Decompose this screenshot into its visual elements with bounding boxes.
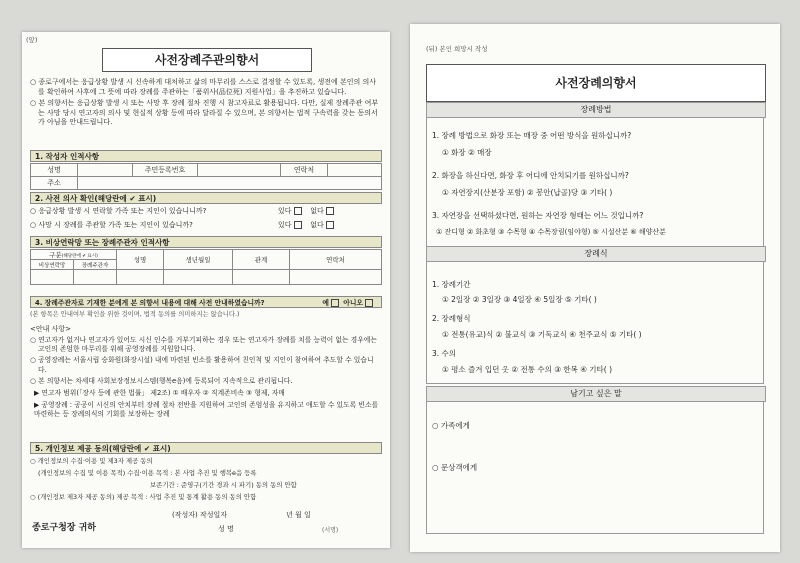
- q-period-options[interactable]: ① 2일장 ② 3일장 ③ 4일장 ④ 5일장 ⑤ 기타( ): [442, 295, 597, 304]
- back-title: 사전장례의향서: [426, 64, 766, 102]
- row1-host-check[interactable]: [74, 270, 117, 285]
- sec2-q2-text: ○ 사망 시 장례를 주관할 가족 또는 지인이 있습니까?: [30, 221, 193, 229]
- intro-paragraph-2: ○ 본 의향서는 응급상황 발생 시 또는 사망 후 장례 절차 진행 시 참고자료로 활용됩니다. 다만, 실제 장례주관 여부는 사망 당시 연고자의 의사 및 현실적 상황 등에 따라 달라질 수 있으며, 본 의향서는 법적 구속력을 갖는 동의서가 아님을 안내드립니다.: [30, 99, 379, 127]
- col-contact: 연락처: [290, 250, 382, 270]
- sec4-yes-checkbox[interactable]: [331, 299, 339, 307]
- header-last-words: 남기고 싶은 말: [426, 386, 766, 402]
- consent-line-1: ○ 개인정보의 수집·이용 및 제3자 제공 동의: [30, 457, 153, 465]
- field-rrn[interactable]: [198, 164, 281, 177]
- message-to-family[interactable]: ○ 가족에게: [432, 421, 470, 430]
- footer-signature[interactable]: (서명): [322, 527, 339, 534]
- sec2-q1-no-label: 없다: [310, 207, 324, 215]
- col-emergency: 비상연락망: [31, 260, 74, 270]
- form-back-page: [410, 24, 780, 552]
- sec2-question-2: [30, 220, 382, 230]
- row1-birth[interactable]: [164, 270, 233, 285]
- q-form: 2. 장례형식: [432, 314, 471, 323]
- front-title: 사전장례주관의향서: [102, 48, 312, 72]
- guide-title: <안내 사항>: [30, 325, 72, 333]
- applicant-info-table: [30, 163, 382, 190]
- guide-item-3: ○ 본 의향서는 차세대 사회보장정보시스템(행복e음)에 등록되어 지속적으로 관리됩니다.: [30, 376, 293, 385]
- sec2-q1-no-checkbox[interactable]: [326, 207, 334, 215]
- form-front-page: [22, 32, 390, 548]
- label-address: 주소: [31, 177, 78, 190]
- q-period: 1. 장례기간: [432, 280, 471, 289]
- section-5-header: 5. 개인정보 제공 동의(해당란에 ✔ 표시): [30, 442, 382, 454]
- contact-person-table: [30, 249, 382, 285]
- footer-name-label: 성 명: [218, 525, 234, 533]
- row1-emergency-check[interactable]: [31, 270, 74, 285]
- funeral-method-frame: [426, 102, 764, 262]
- col-host: 장례주관자: [74, 260, 117, 270]
- front-corner-label: (앞): [26, 36, 38, 44]
- consent-line-2: (개인정보의 수집 및 이용 목적) 수집·이용 목적 : 본 사업 추진 및 행복e음 등록: [38, 469, 257, 477]
- col-type: 구분(해당란에 ✔ 표시): [31, 250, 117, 260]
- intro-text: [30, 78, 382, 130]
- q-shroud-options[interactable]: ① 평소 즐겨 입던 옷 ② 전통 수의 ③ 한복 ④ 기타( ): [442, 365, 613, 374]
- sec2-q2-no-checkbox[interactable]: [326, 221, 334, 229]
- guide-item-1: ○ 연고자가 없거나 연고자가 있어도 시신 인수를 거부기피하는 경우 또는 연고자가 장례를 치를 능력이 없는 경우에는 고인의 존엄한 마무리를 위해 공영장례를 지원합니다.: [30, 336, 377, 354]
- sec2-q2-yes-checkbox[interactable]: [294, 221, 302, 229]
- q-method-options[interactable]: ① 화장 ② 매장: [442, 148, 492, 157]
- consent-line-4: ○ (개인정보 제3자 제공 동의) 제공 목적 : 사업 추진 및 통계 활용 동의 동의 안함: [30, 493, 257, 501]
- field-contact[interactable]: [328, 164, 382, 177]
- field-address[interactable]: [78, 177, 382, 190]
- col-relation: 관계: [233, 250, 290, 270]
- q-shroud: 3. 수의: [432, 349, 457, 358]
- sec2-q1-yes-checkbox[interactable]: [294, 207, 302, 215]
- consent-block: [30, 456, 382, 504]
- label-contact: 연락처: [281, 164, 328, 177]
- message-to-mourners[interactable]: ○ 문상객에게: [432, 463, 478, 472]
- row1-relation[interactable]: [233, 270, 290, 285]
- consent-line-3: 보존기간 : 준영구(기간 경과 시 파기) 동의 동의 안함: [150, 481, 297, 489]
- q-enshrine-options[interactable]: ① 자연장지(산분장 포함) ② 봉안(납골)당 ③ 기타( ): [442, 188, 613, 197]
- sec4-note: (본 항목은 안내여부 확인을 위한 것이며, 법적 동의를 의미하지는 않습니다.): [30, 311, 240, 318]
- section-4-header: [30, 296, 382, 308]
- col-birth: 생년월일: [164, 250, 233, 270]
- sec2-q1-text: ○ 응급상황 발생 시 연락할 가족 또는 지인이 있습니니까?: [30, 207, 207, 215]
- q-natural-burial-options[interactable]: ① 잔디형 ② 화초형 ③ 수목형 ④ 수목장림(임야형) ⑤ 시설산분 ⑥ 해양산분: [436, 228, 666, 236]
- col-name: 성명: [117, 250, 164, 270]
- back-corner-label: (뒤) 본인 희망시 작성: [426, 45, 488, 53]
- guide-bullet-2: ▶ 공영장례 : 공공이 시신의 안치부터 장례 절차 전반을 지원하여 고인의 존엄성을 유지하고 애도할 수 있도록 빈소를 마련하는 등 장례의식의 기회를 보장하는 장례: [34, 401, 379, 419]
- sec4-no-checkbox[interactable]: [365, 299, 373, 307]
- label-rrn: 주민등록번호: [133, 164, 198, 177]
- section-2-header: 2. 사전 의사 확인(해당란에 ✔ 표시): [30, 192, 382, 204]
- sec4-no-label: 아니오: [343, 299, 363, 307]
- q-natural-burial: 3. 자연장을 선택하셨다면, 원하는 자연장 형태는 어느 것입니까?: [432, 211, 644, 220]
- q-enshrine: 2. 화장을 하신다면, 화장 후 어디에 안치되기를 원하십니까?: [432, 171, 629, 180]
- guide-bullet-1: ▶ 연고자 범위(「장사 등에 관한 법률」 제2조) ① 배우자 ② 직계존비속 ③ 형제, 자매: [34, 389, 285, 398]
- section-3-header: 3. 비상연락망 또는 장례주관자 인적사항: [30, 236, 382, 248]
- sec4-text: 4. 장례주관자로 기재한 분에게 본 의향서 내용에 대해 사전 안내하였습니까?: [35, 299, 265, 307]
- q-method: 1. 장례 방법으로 화장 또는 매장 중 어떤 방식을 원하십니까?: [432, 131, 632, 140]
- message-frame: [426, 386, 764, 534]
- field-name[interactable]: [78, 164, 133, 177]
- header-funeral-ceremony: 장례식: [426, 246, 766, 262]
- section-1-header: 1. 작성자 인적사항: [30, 150, 382, 162]
- row1-name[interactable]: [117, 270, 164, 285]
- sec2-question-1: [30, 206, 382, 216]
- sec2-q1-yes-label: 있다: [278, 207, 292, 215]
- footer-date[interactable]: 년 월 일: [286, 511, 311, 519]
- row1-contact[interactable]: [290, 270, 382, 285]
- footer-recipient: 종로구청장 귀하: [32, 523, 96, 533]
- footer-writer-label: (작성자) 작성일자: [172, 511, 228, 519]
- sec2-q2-yes-label: 있다: [278, 221, 292, 229]
- sec4-yes-label: 예: [322, 299, 329, 307]
- intro-paragraph-1: ○ 종로구에서는 응급상황 발생 시 신속하게 대처하고 삶의 마무리를 스스로 결정할 수 있도록, 생전에 본인의 의사를 확인하여 사후에 그 뜻에 따라 장례를 주관하는「품위사(品位死) 지원사업」을 추진하고 있습니다.: [30, 78, 376, 96]
- label-name: 성명: [31, 164, 78, 177]
- header-funeral-method: 장례방법: [426, 102, 766, 118]
- sec2-q2-no-label: 없다: [310, 221, 324, 229]
- guide-item-2: ○ 공영장례는 서울시립 승화원(화장시설) 내에 마련된 빈소를 활용하여 친인척 및 지인이 참여하여 추도할 수 있습니다.: [30, 356, 374, 374]
- q-form-options[interactable]: ① 전통(유교)식 ② 불교식 ③ 기독교식 ④ 천주교식 ⑤ 기타( ): [442, 330, 642, 339]
- guide-text: [30, 336, 382, 422]
